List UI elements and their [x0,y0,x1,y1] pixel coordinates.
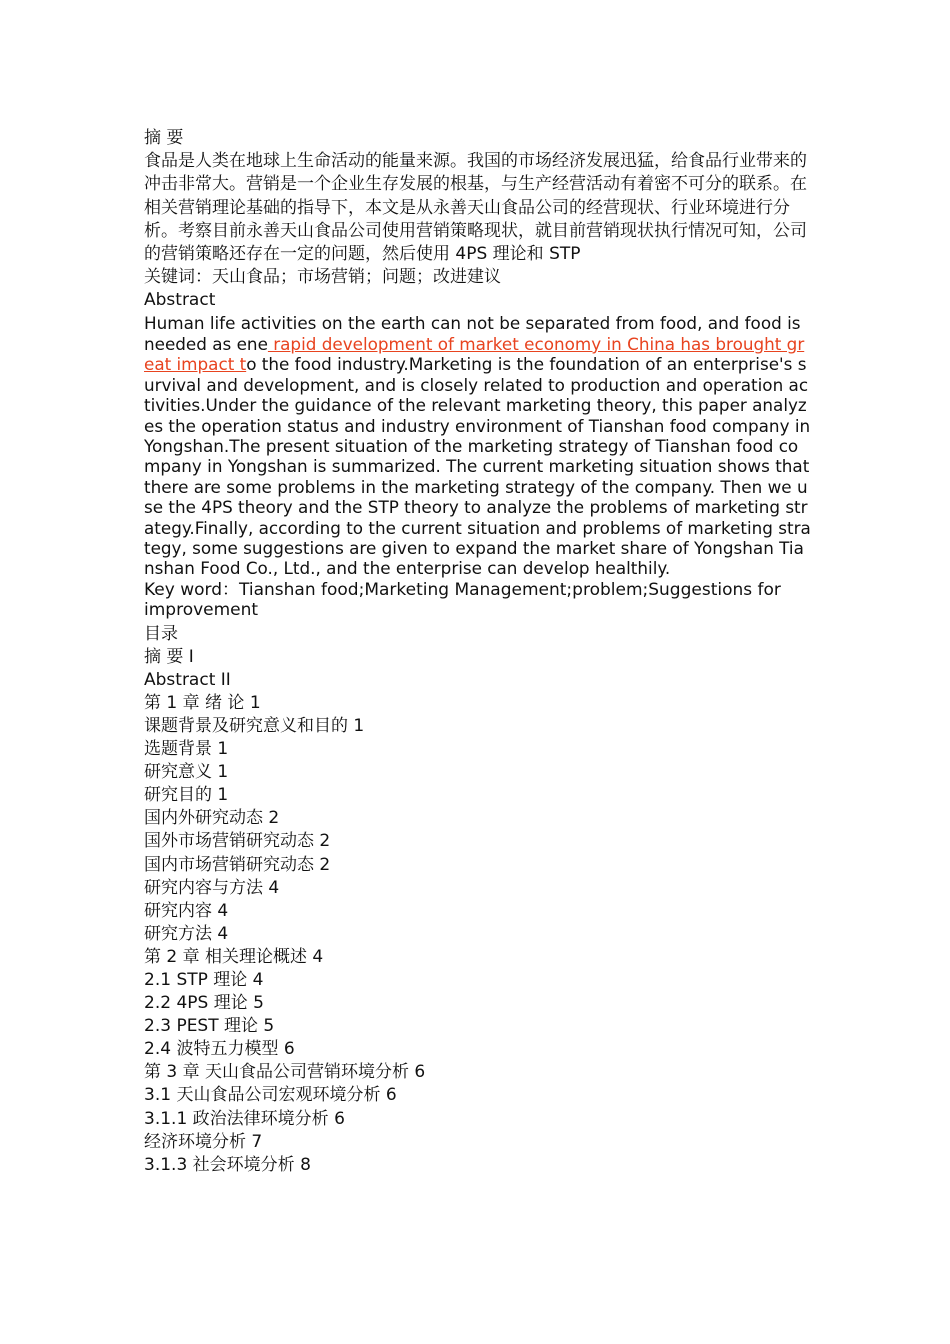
toc-entry[interactable]: 2.1 STP 理论 4 [144,969,264,990]
toc-entry[interactable]: 第 1 章 绪 论 1 [144,692,261,713]
english-abstract-body-start: Human life activities on the earth can not be separated from food, and food is needed as ene [144,313,801,354]
toc-entry[interactable]: 第 2 章 相关理论概述 4 [144,946,324,967]
toc-entry[interactable]: 研究方法 4 [144,923,229,944]
highlighted-revision-text: rapid development of market economy in China has brought great impact t [144,333,805,375]
toc-entry[interactable]: 2.3 PEST 理论 5 [144,1016,275,1037]
toc-entry[interactable]: 摘 要 I [144,646,194,667]
english-abstract-body-end: o the food industry.Marketing is the foundation of an enterprise's survival and development, and is closely related to production and operation activities.Under the guidance of the relevant marketing theory, this paper analyzes the operation status and industry environment of Tianshan food company in Yongshan.The present situation of the marketing strategy of Tianshan food company in Yongshan is summarized. The current marketing situation shows that there are some problems in the marketing strategy of the company. Then we use the 4PS theory and the STP theory to analyze the problems of marketing strategy.Finally, according to the current situation and problems of marketing strategy, some suggestions are given to expand the market share of Yongshan Tianshan Food Co., Ltd., and the enterprise can develop healthily. [144,354,811,579]
table-of-contents [144,623,812,1177]
toc-entry[interactable]: 国外市场营销研究动态 2 [144,831,331,852]
toc-entry[interactable]: 选题背景 1 [144,739,229,760]
toc-entry[interactable]: Abstract II [144,669,231,690]
toc-entry[interactable]: 第 3 章 天山食品公司营销环境分析 6 [144,1062,426,1083]
english-keywords: Key word：Tianshan food;Marketing Management;problem;Suggestions for improvement [144,579,781,621]
toc-entry[interactable]: 3.1.3 社会环境分析 8 [144,1154,311,1175]
toc-entry[interactable]: 国内外研究动态 2 [144,808,280,829]
toc-entry[interactable]: 3.1 天山食品公司宏观环境分析 6 [144,1085,397,1106]
toc-entry[interactable]: 研究意义 1 [144,762,229,783]
english-abstract-body [144,313,812,578]
english-abstract [144,289,812,620]
toc-entry[interactable]: 2.2 4PS 理论 5 [144,993,264,1014]
toc-entry[interactable]: 研究内容与方法 4 [144,877,280,898]
english-abstract-heading: Abstract [144,290,216,311]
chinese-abstract [144,127,812,289]
document-page [144,127,812,1177]
chinese-abstract-body: 食品是人类在地球上生命活动的能量来源。我国的市场经济发展迅猛，给食品行业带来的冲击非常大。营销是一个企业生存发展的根基，与生产经营活动有着密不可分的联系。在相关营销理论基础的指导下，本文是从永善天山食品公司的经营现状、行业环境进行分析。考察目前永善天山食品公司使用营销策略现状，就目前营销现状执行情况可知，公司的营销策略还存在一定的问题，然后使用 4PS 理论和 STP [144,151,807,265]
chinese-keywords: 关键词：天山食品；市场营销；问题；改进建议 [144,267,501,288]
toc-entry[interactable]: 研究目的 1 [144,785,229,806]
chinese-abstract-heading: 摘 要 [144,128,184,148]
toc-entry[interactable]: 国内市场营销研究动态 2 [144,854,331,875]
toc-entry[interactable]: 经济环境分析 7 [144,1131,263,1152]
toc-heading: 目录 [144,623,178,644]
toc-list [144,646,812,1177]
toc-entry[interactable]: 研究内容 4 [144,900,229,921]
toc-entry[interactable]: 3.1.1 政治法律环境分析 6 [144,1108,345,1129]
toc-entry[interactable]: 2.4 波特五力模型 6 [144,1039,295,1060]
toc-entry[interactable]: 课题背景及研究意义和目的 1 [144,715,365,736]
